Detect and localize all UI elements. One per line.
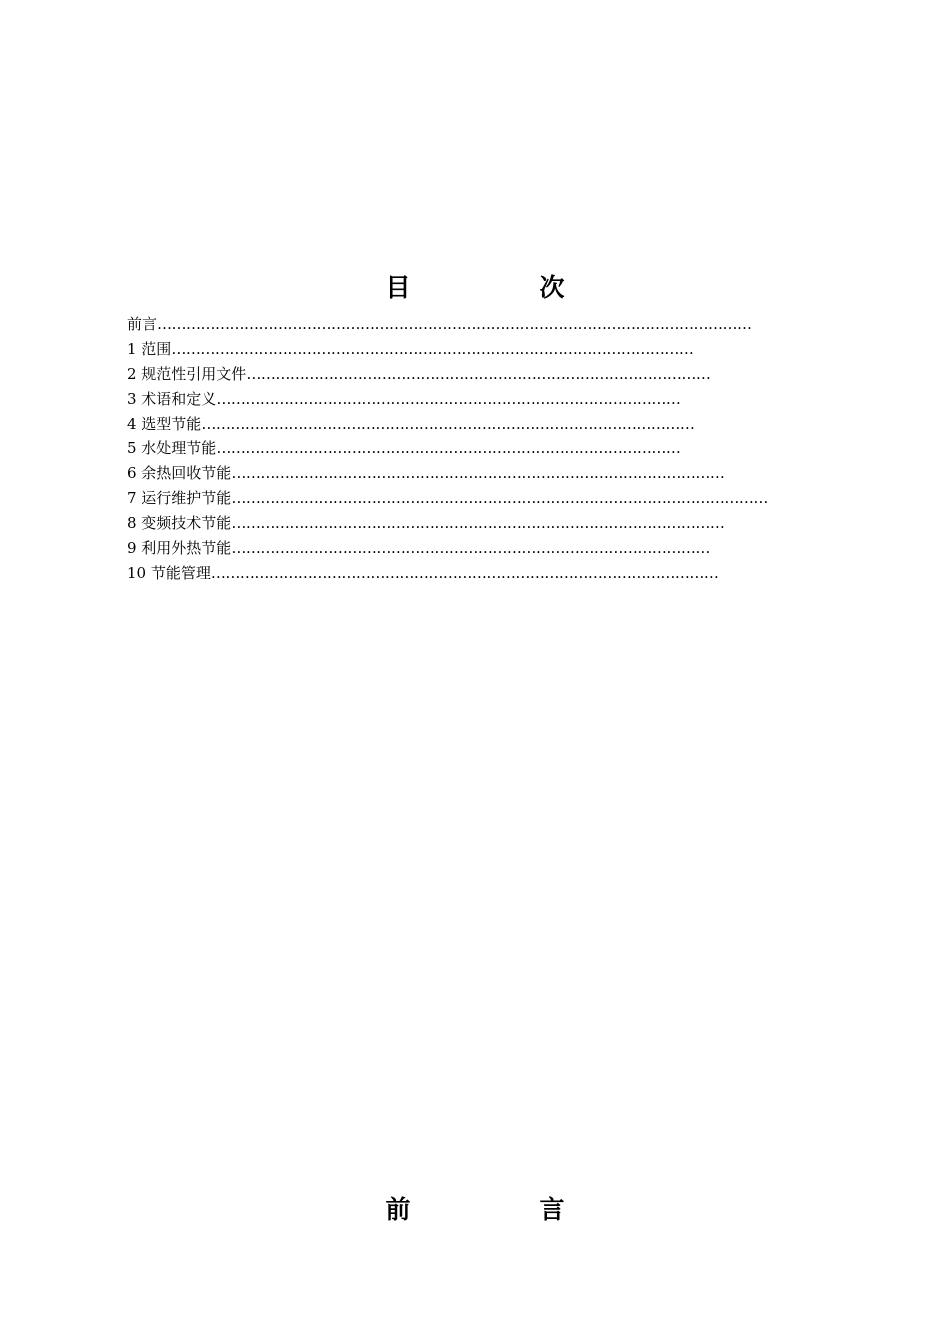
toc-entry-label: 7 运行维护节能 bbox=[127, 489, 232, 508]
toc-entry-normative-references[interactable] bbox=[127, 362, 768, 387]
preface-title: 前 言 bbox=[385, 1195, 617, 1224]
toc-entry-label: 3 术语和定义 bbox=[127, 389, 217, 408]
toc-entry-waste-heat[interactable] bbox=[127, 461, 768, 486]
toc-title: 目 次 bbox=[385, 273, 617, 302]
toc-entry-label: 9 利用外热节能 bbox=[127, 539, 232, 558]
toc-leader-dots: ……………………………………………………………………………………………… bbox=[171, 339, 694, 358]
toc-leader-dots: ………………………………………………………………………………………… bbox=[231, 514, 725, 533]
toc-entry-preface[interactable] bbox=[127, 312, 768, 337]
toc-entry-label: 1 范围 bbox=[127, 339, 172, 358]
toc-leader-dots: …………………………………………………………………………………………………………… bbox=[157, 315, 752, 333]
toc-entry-selection-saving[interactable] bbox=[127, 412, 768, 437]
toc-entry-label: 5 水处理节能 bbox=[127, 439, 217, 458]
toc-entry-maintenance[interactable] bbox=[127, 486, 768, 511]
toc-entry-external-heat[interactable] bbox=[127, 536, 768, 561]
toc-leader-dots: ………………………………………………………………………………………… bbox=[201, 414, 695, 433]
toc-leader-dots: ………………………………………………………………………………………………… bbox=[231, 489, 768, 508]
toc-entry-label: 2 规范性引用文件 bbox=[127, 364, 247, 383]
toc-entry-label: 6 余热回收节能 bbox=[127, 464, 232, 483]
toc-entry-frequency-conversion[interactable] bbox=[127, 511, 768, 536]
toc-leader-dots: ………………………………………………………………………………………… bbox=[231, 464, 725, 483]
toc-leader-dots: …………………………………………………………………………………… bbox=[216, 389, 681, 408]
toc-entry-water-treatment[interactable] bbox=[127, 436, 768, 461]
toc-list bbox=[127, 312, 768, 586]
toc-leader-dots: ……………………………………………………………………………………… bbox=[231, 539, 710, 558]
toc-leader-dots: …………………………………………………………………………………… bbox=[246, 364, 711, 383]
toc-leader-dots: …………………………………………………………………………………… bbox=[216, 439, 681, 458]
toc-entry-terms-definitions[interactable] bbox=[127, 387, 768, 412]
toc-entry-energy-management[interactable] bbox=[127, 561, 768, 586]
toc-leader-dots: …………………………………………………………………………………………… bbox=[210, 563, 719, 582]
toc-entry-scope[interactable] bbox=[127, 337, 768, 362]
toc-entry-label: 前言 bbox=[127, 315, 158, 333]
toc-entry-label: 8 变频技术节能 bbox=[127, 514, 232, 533]
toc-entry-label: 10 节能管理 bbox=[127, 563, 211, 582]
toc-entry-label: 4 选型节能 bbox=[127, 414, 202, 433]
